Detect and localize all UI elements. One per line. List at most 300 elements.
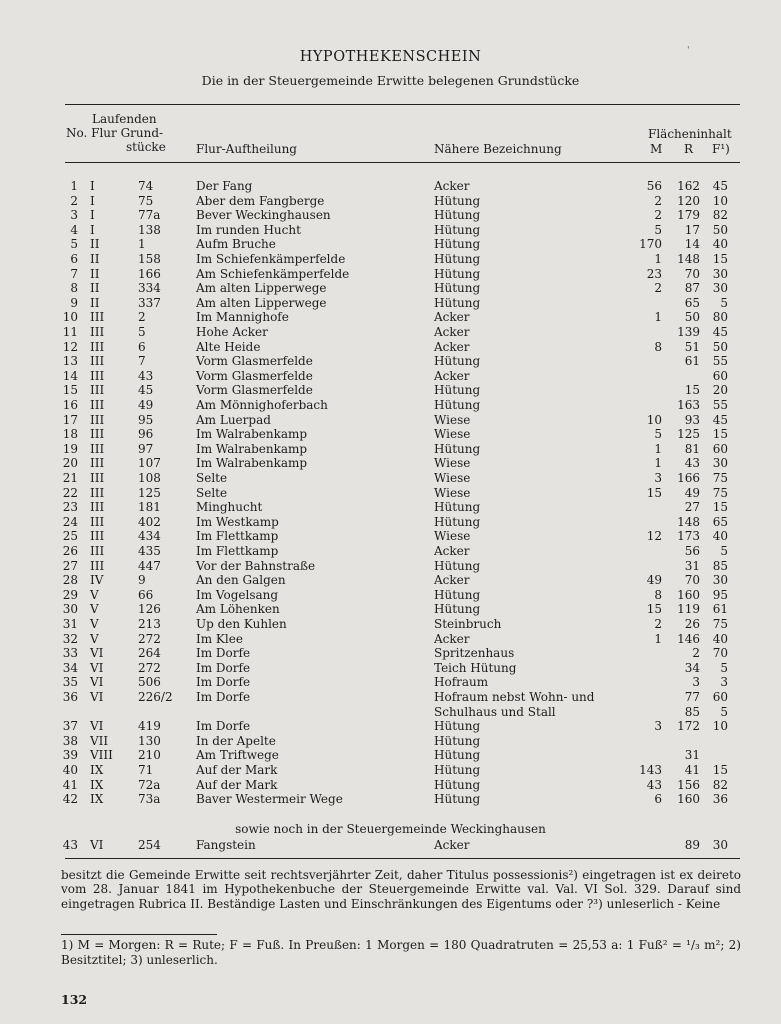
cell-flur: V [90, 617, 99, 631]
cell-no: 26 [62, 544, 78, 558]
header-no-flur-grund: No. Flur Grund- [66, 126, 164, 140]
table-row [0, 267, 781, 282]
cell-no: 8 [70, 281, 78, 296]
table-row [0, 529, 781, 544]
cell-rute: 148 [677, 514, 700, 529]
cell-grundstuecke: 402 [138, 514, 161, 529]
cell-flur: V [90, 631, 99, 646]
cell-grundstuecke: 71 [138, 763, 154, 777]
cell-no: 43 [62, 838, 78, 852]
cell-grundstuecke: 9 [138, 573, 146, 588]
cell-naehere-bezeichnung: Schulhaus und Stall [434, 704, 556, 719]
table-row [0, 748, 781, 763]
cell-grundstuecke: 181 [138, 500, 161, 515]
cell-flur: II [90, 237, 100, 252]
cell-grundstuecke: 226/2 [138, 690, 173, 704]
cell-no: 34 [62, 660, 78, 675]
cell-flur-auftheilung: Vorm Glasmerfelde [196, 368, 313, 383]
cell-rute: 26 [684, 617, 700, 631]
cell-grundstuecke: 107 [138, 456, 161, 471]
cell-flur: VI [90, 675, 104, 690]
cell-flur: I [90, 193, 95, 208]
page-title: HYPOTHEKENSCHEIN [299, 49, 482, 65]
header-f: F¹) [712, 142, 730, 156]
cell-fuss: 50 [712, 339, 728, 354]
header-stuecke: stücke [126, 140, 166, 154]
cell-rute: 173 [677, 529, 700, 544]
cell-naehere-bezeichnung: Hütung [434, 237, 481, 252]
cell-morgen: 3 [654, 719, 662, 734]
cell-fuss: 55 [712, 398, 728, 412]
table-row [0, 471, 781, 486]
table-row [0, 559, 781, 574]
cell-flur: III [90, 471, 105, 485]
cell-grundstuecke: 7 [138, 354, 146, 369]
cell-morgen: 2 [654, 617, 662, 631]
cell-grundstuecke: 272 [138, 631, 161, 646]
cell-no: 37 [62, 719, 78, 734]
cell-naehere-bezeichnung: Hütung [434, 792, 481, 807]
cell-no: 9 [70, 295, 78, 310]
header-naehere-bezeichnung: Nähere Bezeichnung [434, 142, 562, 156]
header-bottom-rule [65, 162, 740, 163]
cell-grundstuecke: 447 [138, 558, 161, 573]
cell-grundstuecke: 334 [138, 281, 161, 296]
cell-grundstuecke: 419 [138, 719, 161, 734]
cell-grundstuecke: 435 [138, 544, 161, 558]
table-row [0, 792, 781, 807]
cell-flur: I [90, 208, 95, 223]
cell-naehere-bezeichnung: Steinbruch [434, 617, 502, 631]
cell-rute: 65 [684, 295, 700, 310]
cell-flur: III [90, 325, 105, 339]
cell-fuss: 10 [712, 719, 728, 734]
cell-flur-auftheilung: An den Galgen [196, 573, 286, 588]
table-row [0, 588, 781, 603]
cell-grundstuecke: 126 [138, 602, 161, 617]
cell-flur-auftheilung: Im Walrabenkamp [196, 427, 308, 442]
table-row [0, 734, 781, 749]
cell-grundstuecke: 72a [138, 777, 161, 792]
cell-grundstuecke: 75 [138, 193, 154, 208]
cell-no: 21 [62, 471, 78, 485]
cell-flur-auftheilung: Am alten Lipperwege [196, 281, 327, 296]
cell-fuss: 30 [712, 573, 728, 588]
table-row [0, 383, 781, 398]
cell-naehere-bezeichnung: Hütung [434, 295, 481, 310]
cell-grundstuecke: 95 [138, 412, 154, 427]
cell-flur-auftheilung: Im Mannighofe [196, 310, 289, 325]
cell-morgen: 170 [639, 237, 662, 252]
cell-rute: 41 [684, 763, 700, 777]
cell-fuss: 5 [720, 295, 728, 310]
table-row [0, 427, 781, 442]
cell-naehere-bezeichnung: Hütung [434, 398, 481, 412]
cell-flur-auftheilung: Im Dorfe [196, 660, 251, 675]
cell-flur-auftheilung: Bever Weckinghausen [196, 208, 331, 223]
page-subtitle: Die in der Steuergemeinde Erwitte belegenen Grundstücke [201, 73, 580, 88]
cell-no: 27 [62, 558, 78, 573]
cell-flur: VII [90, 733, 109, 748]
cell-flur-auftheilung: Auf der Mark [196, 777, 278, 792]
table-row [0, 310, 781, 325]
cell-fuss: 5 [720, 544, 728, 558]
cell-naehere-bezeichnung: Acker [434, 573, 470, 588]
header-flaecheninhalt: Flächeninhalt [648, 127, 732, 141]
cell-fuss: 40 [712, 529, 728, 544]
cell-grundstuecke: 66 [138, 587, 154, 602]
cell-flur-auftheilung: Im Dorfe [196, 675, 251, 690]
cell-naehere-bezeichnung: Wiese [434, 427, 471, 442]
cell-morgen: 5 [654, 222, 662, 237]
cell-no: 5 [70, 237, 78, 252]
cell-rute: 3 [692, 675, 700, 690]
cell-flur: IV [90, 573, 104, 588]
cell-grundstuecke: 74 [138, 179, 154, 193]
cell-flur: V [90, 587, 99, 602]
table-row [0, 632, 781, 647]
cell-grundstuecke: 5 [138, 325, 146, 339]
cell-grundstuecke: 96 [138, 427, 154, 442]
cell-morgen: 2 [654, 208, 662, 223]
table-row [0, 194, 781, 209]
cell-no: 30 [62, 602, 78, 617]
margin-mark: ' [687, 46, 690, 56]
cell-morgen: 15 [646, 602, 662, 617]
cell-grundstuecke: 264 [138, 646, 161, 661]
cell-fuss: 70 [712, 646, 728, 661]
cell-grundstuecke: 108 [138, 471, 161, 485]
cell-fuss: 45 [712, 179, 728, 193]
cell-no: 25 [62, 529, 78, 544]
table-row [0, 340, 781, 355]
cell-naehere-bezeichnung: Hütung [434, 719, 481, 734]
cell-fuss: 75 [712, 471, 728, 485]
cell-rute: 51 [684, 339, 700, 354]
cell-rute: 31 [684, 748, 700, 763]
table-row [0, 602, 781, 617]
cell-morgen: 1 [654, 456, 662, 471]
cell-no: 29 [62, 587, 78, 602]
cell-flur-auftheilung: Im Flettkamp [196, 529, 279, 544]
cell-naehere-bezeichnung: Wiese [434, 412, 471, 427]
cell-rute: 162 [677, 179, 700, 193]
table-row [0, 763, 781, 778]
footnote-rule [61, 934, 217, 935]
cell-flur: III [90, 354, 105, 369]
cell-no: 12 [62, 339, 78, 354]
cell-no: 28 [62, 573, 78, 588]
cell-flur: III [90, 339, 105, 354]
table-row [0, 208, 781, 223]
cell-morgen: 1 [654, 252, 662, 266]
cell-rute: 148 [677, 252, 700, 266]
table-row [0, 778, 781, 793]
cell-no: 15 [62, 383, 78, 398]
cell-morgen: 12 [646, 529, 662, 544]
cell-grundstuecke: 73a [138, 792, 161, 807]
table-row [0, 369, 781, 384]
cell-flur-auftheilung: Im Dorfe [196, 719, 251, 734]
cell-fuss: 30 [712, 266, 728, 281]
cell-rute: 50 [684, 310, 700, 325]
cell-flur: III [90, 398, 105, 412]
cell-flur: III [90, 383, 105, 398]
cell-grundstuecke: 45 [138, 383, 154, 398]
cell-naehere-bezeichnung: Wiese [434, 529, 471, 544]
cell-flur: III [90, 529, 105, 544]
table-row [0, 179, 781, 194]
cell-grundstuecke: 166 [138, 266, 161, 281]
cell-flur: III [90, 514, 105, 529]
cell-naehere-bezeichnung: Hütung [434, 354, 481, 369]
cell-fuss: 30 [712, 456, 728, 471]
cell-naehere-bezeichnung: Hütung [434, 222, 481, 237]
table-row [0, 354, 781, 369]
cell-grundstuecke: 77a [138, 208, 161, 223]
cell-rute: 93 [684, 412, 700, 427]
cell-fuss: 80 [712, 310, 728, 325]
table-row [0, 398, 781, 413]
cell-rute: 49 [684, 485, 700, 500]
cell-flur-auftheilung: Am Löhenken [196, 602, 280, 617]
cell-naehere-bezeichnung: Hütung [434, 441, 481, 456]
cell-no: 17 [62, 412, 78, 427]
cell-no: 35 [62, 675, 78, 690]
cell-naehere-bezeichnung: Hütung [434, 514, 481, 529]
cell-flur: IX [90, 763, 104, 777]
cell-no: 2 [70, 193, 78, 208]
cell-fuss: 75 [712, 617, 728, 631]
cell-no: 39 [62, 748, 78, 763]
cell-naehere-bezeichnung: Hofraum nebst Wohn- und [434, 690, 595, 704]
cell-flur-auftheilung: Auf der Mark [196, 763, 278, 777]
cell-flur: II [90, 281, 100, 296]
cell-flur-auftheilung: Aber dem Fangberge [196, 193, 325, 208]
cell-flur-auftheilung: Am Luerpad [196, 412, 271, 427]
cell-naehere-bezeichnung: Hütung [434, 281, 481, 296]
cell-naehere-bezeichnung: Hütung [434, 558, 481, 573]
cell-grundstuecke: 97 [138, 441, 154, 456]
cell-no: 41 [62, 777, 78, 792]
cell-grundstuecke: 1 [138, 237, 146, 252]
cell-morgen: 3 [654, 471, 662, 485]
table-row [0, 237, 781, 252]
cell-grundstuecke: 130 [138, 733, 161, 748]
cell-flur: II [90, 295, 100, 310]
cell-naehere-bezeichnung: Hütung [434, 748, 481, 763]
footnote: 1) M = Morgen: R = Rute; F = Fuß. In Preußen: 1 Morgen = 180 Quadratruten = 25,53 a: 1 Fuß² = ¹/₃ m²; 2) Besitztitel; 3) unleserlich. [61, 938, 741, 967]
cell-naehere-bezeichnung: Acker [434, 838, 470, 852]
cell-grundstuecke: 6 [138, 339, 146, 354]
cell-rute: 146 [677, 631, 700, 646]
cell-flur: II [90, 252, 100, 266]
cell-no: 22 [62, 485, 78, 500]
cell-flur: III [90, 441, 105, 456]
cell-rute: 160 [677, 587, 700, 602]
cell-rute: 77 [684, 690, 700, 704]
cell-rute: 89 [684, 838, 700, 852]
cell-morgen: 8 [654, 339, 662, 354]
cell-rute: 166 [677, 471, 700, 485]
cell-naehere-bezeichnung: Hütung [434, 266, 481, 281]
table-row [0, 281, 781, 296]
cell-fuss: 60 [712, 441, 728, 456]
table-bottom-rule [65, 858, 740, 859]
cell-fuss: 15 [712, 252, 728, 266]
cell-fuss: 50 [712, 222, 728, 237]
cell-no: 33 [62, 646, 78, 661]
cell-flur-auftheilung: Aufm Bruche [196, 237, 276, 252]
header-m: M [650, 142, 663, 156]
cell-naehere-bezeichnung: Hütung [434, 763, 481, 777]
cell-morgen: 1 [654, 310, 662, 325]
cell-fuss: 85 [712, 558, 728, 573]
cell-morgen: 5 [654, 427, 662, 442]
cell-flur-auftheilung: Am Schiefenkämperfelde [196, 266, 350, 281]
cell-rute: 160 [677, 792, 700, 807]
cell-no: 19 [62, 441, 78, 456]
cell-rute: 179 [677, 208, 700, 223]
cell-flur: III [90, 544, 105, 558]
cell-rute: 2 [692, 646, 700, 661]
cell-no: 13 [62, 354, 78, 369]
header-flur-auftheilung: Flur-Auftheilung [196, 142, 297, 156]
cell-flur-auftheilung: Im runden Hucht [196, 222, 301, 237]
cell-no: 38 [62, 733, 78, 748]
cell-naehere-bezeichnung: Hütung [434, 500, 481, 515]
cell-rute: 139 [677, 325, 700, 339]
cell-flur: III [90, 500, 105, 515]
cell-naehere-bezeichnung: Teich Hütung [434, 660, 517, 675]
cell-morgen: 10 [646, 412, 662, 427]
cell-grundstuecke: 43 [138, 368, 154, 383]
table-row [0, 500, 781, 515]
cell-flur-auftheilung: Alte Heide [196, 339, 261, 354]
cell-fuss: 40 [712, 631, 728, 646]
cell-naehere-bezeichnung: Acker [434, 339, 470, 354]
cell-flur-auftheilung: Baver Westermeir Wege [196, 792, 343, 807]
table-row [0, 838, 781, 853]
cell-fuss: 82 [712, 208, 728, 223]
cell-fuss: 45 [712, 325, 728, 339]
cell-grundstuecke: 158 [138, 252, 161, 266]
cell-fuss: 3 [720, 675, 728, 690]
cell-morgen: 2 [654, 281, 662, 296]
cell-fuss: 15 [712, 500, 728, 515]
cell-flur: I [90, 222, 95, 237]
cell-rute: 17 [684, 222, 700, 237]
cell-flur: III [90, 310, 105, 325]
cell-rute: 156 [677, 777, 700, 792]
cell-flur-auftheilung: Am alten Lipperwege [196, 295, 327, 310]
cell-no: 42 [62, 792, 78, 807]
cell-fuss: 5 [720, 660, 728, 675]
cell-flur-auftheilung: Fangstein [196, 838, 256, 852]
cell-grundstuecke: 506 [138, 675, 161, 690]
cell-naehere-bezeichnung: Acker [434, 631, 470, 646]
cell-flur-auftheilung: Im Westkamp [196, 514, 279, 529]
cell-flur-auftheilung: Im Walrabenkamp [196, 456, 308, 471]
cell-grundstuecke: 2 [138, 310, 146, 325]
cell-morgen: 1 [654, 441, 662, 456]
table-row [0, 456, 781, 471]
cell-rute: 15 [684, 383, 700, 398]
cell-fuss: 15 [712, 427, 728, 442]
table-row [0, 544, 781, 559]
cell-flur: VI [90, 690, 104, 704]
cell-flur-auftheilung: Im Dorfe [196, 690, 251, 704]
cell-naehere-bezeichnung: Hütung [434, 733, 481, 748]
cell-naehere-bezeichnung: Acker [434, 368, 470, 383]
cell-naehere-bezeichnung: Acker [434, 310, 470, 325]
cell-no: 31 [62, 617, 78, 631]
cell-no: 20 [62, 456, 78, 471]
cell-naehere-bezeichnung: Hütung [434, 602, 481, 617]
cell-grundstuecke: 337 [138, 295, 161, 310]
cell-flur: III [90, 368, 105, 383]
table-top-rule [65, 104, 740, 105]
cell-flur: V [90, 602, 99, 617]
cell-naehere-bezeichnung: Hütung [434, 383, 481, 398]
cell-no: 36 [62, 690, 78, 704]
cell-flur-auftheilung: Im Dorfe [196, 646, 251, 661]
cell-naehere-bezeichnung: Hofraum [434, 675, 489, 690]
cell-naehere-bezeichnung: Hütung [434, 587, 481, 602]
cell-morgen: 8 [654, 587, 662, 602]
page-number: 132 [61, 992, 88, 1007]
cell-rute: 61 [684, 354, 700, 369]
cell-flur-auftheilung: Im Vogelsang [196, 587, 279, 602]
cell-no: 23 [62, 500, 78, 515]
cell-flur-auftheilung: Im Flettkamp [196, 544, 279, 558]
cell-rute: 85 [684, 704, 700, 719]
table-row [0, 705, 781, 720]
cell-morgen: 6 [654, 792, 662, 807]
cell-naehere-bezeichnung: Wiese [434, 485, 471, 500]
cell-grundstuecke: 125 [138, 485, 161, 500]
cell-fuss: 30 [712, 838, 728, 852]
cell-fuss: 60 [712, 368, 728, 383]
cell-flur-auftheilung: Selte [196, 471, 228, 485]
header-laufenden: Laufenden [92, 112, 157, 126]
cell-no: 18 [62, 427, 78, 442]
table-row [0, 690, 781, 705]
cell-flur: III [90, 558, 105, 573]
cell-flur: VI [90, 719, 104, 734]
cell-rute: 87 [684, 281, 700, 296]
cell-fuss: 61 [712, 602, 728, 617]
cell-naehere-bezeichnung: Hütung [434, 208, 481, 223]
cell-rute: 125 [677, 427, 700, 442]
cell-grundstuecke: 213 [138, 617, 161, 631]
cell-naehere-bezeichnung: Hütung [434, 252, 481, 266]
cell-no: 4 [70, 222, 78, 237]
cell-no: 16 [62, 398, 78, 412]
cell-grundstuecke: 254 [138, 838, 161, 852]
cell-flur-auftheilung: Im Schiefenkämperfelde [196, 252, 346, 266]
cell-fuss: 36 [712, 792, 728, 807]
cell-flur: VIII [90, 748, 113, 763]
cell-naehere-bezeichnung: Acker [434, 544, 470, 558]
table-row [0, 442, 781, 457]
cell-flur: III [90, 427, 105, 442]
cell-flur: VI [90, 646, 104, 661]
table-row [0, 617, 781, 632]
cell-no: 24 [62, 514, 78, 529]
cell-grundstuecke: 210 [138, 748, 161, 763]
cell-rute: 120 [677, 193, 700, 208]
